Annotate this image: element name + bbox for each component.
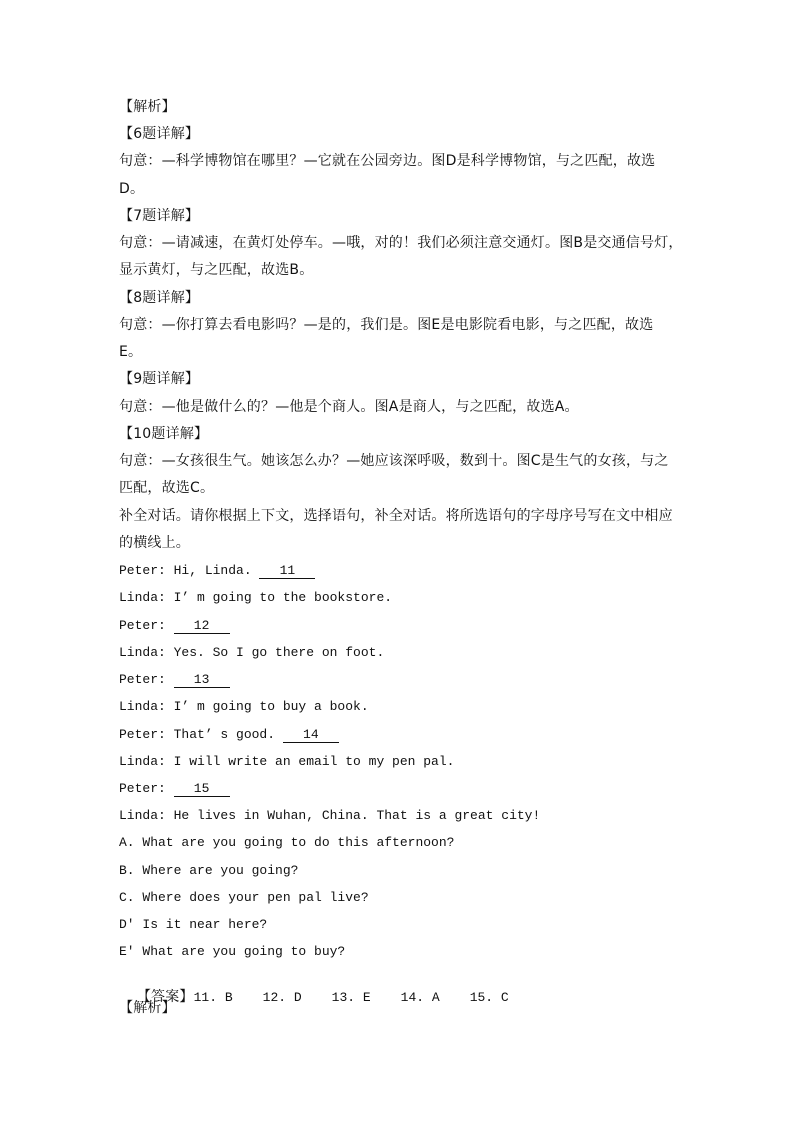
answer-item: 15. C [469,990,509,1005]
instruction-line1: 补全对话。请你根据上下文，选择语句，补全对话。将所选语句的字母序号写在文中相应 [119,508,673,524]
q9-explanation-line1: 句意：—他是做什么的？—他是个商人。图A是商人，与之匹配，故选A。 [119,399,579,415]
dialogue-line: Peter: 12 [119,618,230,634]
q10-heading: 【10题详解】 [119,426,209,442]
q6-heading: 【6题详解】 [119,126,200,142]
dialogue-line: Linda: Yes. So I go there on foot. [119,645,385,660]
q10-explanation-line2: 匹配，故选C。 [119,480,215,496]
q8-explanation-line1: 句意：—你打算去看电影吗？—是的，我们是。图E是电影院看电影，与之匹配，故选 [119,317,654,333]
q6-explanation-line2: D。 [119,181,145,197]
option-e: E' What are you going to buy? [119,944,346,959]
closing-analysis-heading: 【解析】 [119,1000,176,1016]
option-c: C. Where does your pen pal live? [119,890,369,905]
answer-item: 11. B [193,990,233,1005]
answer-blank-14: 14 [283,728,339,743]
answer-item: 12. D [262,990,302,1005]
answer-label: 【答案】 [136,989,194,1005]
dialogue-line: Peter: That’ s good. 14 [119,727,339,743]
q7-explanation-line2: 显示黄灯，与之匹配，故选B。 [119,262,314,278]
q7-explanation-line1: 句意：—请减速，在黄灯处停车。—哦，对的！我们必须注意交通灯。图B是交通信号灯， [119,235,683,251]
answer-blank-11: 11 [259,564,315,579]
answer-blank-13: 13 [174,673,230,688]
dialogue-line: Peter: 13 [119,672,230,688]
option-a: A. What are you going to do this afternoon? [119,835,455,850]
dialogue-line: Linda: I’ m going to the bookstore. [119,590,393,605]
answer-blank-12: 12 [174,619,230,634]
dialogue-line: Peter: 15 [119,781,230,797]
instruction-line2: 的横线上。 [119,535,190,551]
answer-key [119,970,509,1022]
answer-blank-15: 15 [174,782,230,797]
answer-item: 13. E [331,990,371,1005]
q7-heading: 【7题详解】 [119,208,200,224]
dialogue-line: Linda: I will write an email to my pen pal. [119,754,455,769]
answer-item: 14. A [400,990,440,1005]
option-b: B. Where are you going? [119,863,299,878]
q6-explanation-line1: 句意：—科学博物馆在哪里？—它就在公园旁边。图D是科学博物馆，与之匹配，故选 [119,153,656,169]
dialogue-line: Linda: I’ m going to buy a book. [119,699,369,714]
q9-heading: 【9题详解】 [119,371,200,387]
dialogue-line: Linda: He lives in Wuhan, China. That is a great city! [119,808,541,823]
q8-explanation-line2: E。 [119,344,143,360]
option-d: D' Is it near here? [119,917,268,932]
analysis-heading: 【解析】 [119,99,176,115]
q8-heading: 【8题详解】 [119,290,200,306]
q10-explanation-line1: 句意：—女孩很生气。她该怎么办？—她应该深呼吸，数到十。图C是生气的女孩，与之 [119,453,669,469]
dialogue-line: Peter: Hi, Linda. 11 [119,563,315,579]
